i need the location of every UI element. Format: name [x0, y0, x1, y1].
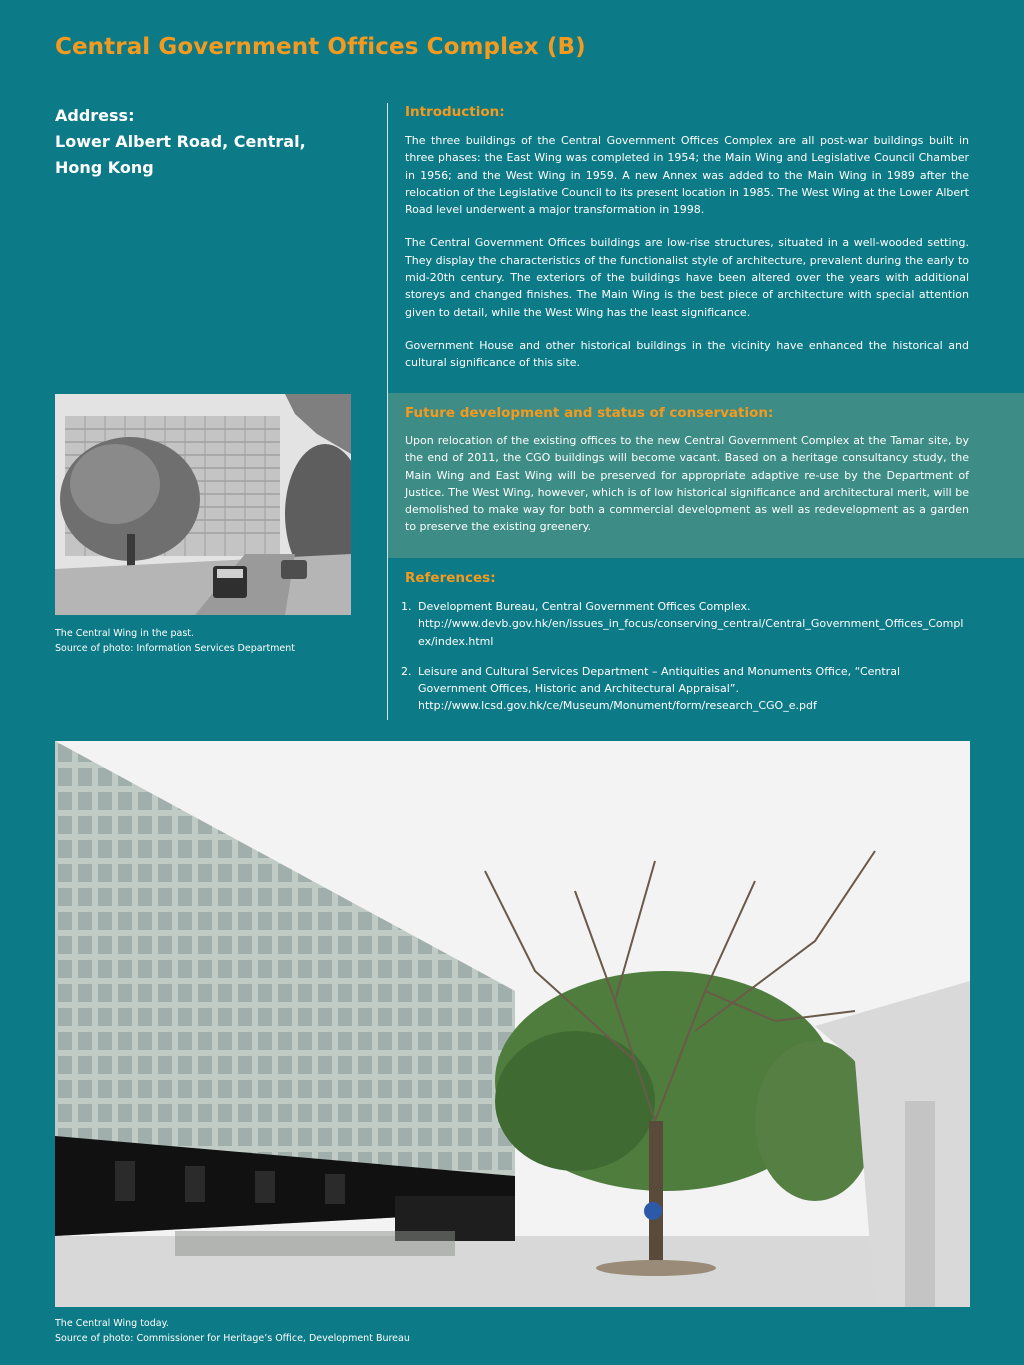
central-wing-past-photo [55, 394, 351, 615]
past-photo-caption [55, 627, 295, 656]
reference-url[interactable]: http://www.devb.gov.hk/en/issues_in_focus/conserving_central/Central_Government_Offices_Complex/index.html [418, 617, 964, 648]
past-photo-caption-line-1: The Central Wing in the past. [55, 628, 195, 639]
future-development-paragraph: Upon relocation of the existing offices to the new Central Government Complex at the Tamar site, by the end of 2011, the CGO buildings will become vacant. Based on a heritage consultancy study, the Main Wing and East Wing will be preserved for appropriate adaptive re-use by the Department of Justice. The West Wing, however, which is of low historical significance and architectural merit, will be demolished to make way for both a commercial development as well as redevelopment as a garden to preserve the existing greenery. [405, 434, 969, 534]
reference-url[interactable]: http://www.lcsd.gov.hk/ce/Museum/Monument/form/research_CGO_e.pdf [418, 699, 817, 713]
today-photo-caption [55, 1317, 410, 1346]
reference-number: 1. [401, 600, 412, 613]
reference-text: Development Bureau, Central Government Offices Complex. [418, 600, 751, 613]
introduction-heading: Introduction: [405, 104, 505, 120]
past-photo-illustration [55, 394, 351, 615]
reference-text: Leisure and Cultural Services Department – Antiquities and Monuments Office, “Central Government Offices, Historic and Architectural Appraisal”. [418, 664, 900, 696]
address-line-2: Hong Kong [55, 158, 154, 177]
address-block [55, 103, 355, 181]
future-development-heading: Future development and status of conservation: [405, 405, 774, 421]
past-photo-caption-line-2: Source of photo: Information Services Department [55, 642, 296, 654]
today-photo-caption-line-2: Source of photo: Commissioner for Heritage’s Office, Development Bureau [55, 1332, 410, 1344]
page-title: Central Government Offices Complex (B) [55, 34, 586, 60]
introduction-paragraph-2: The Central Government Offices buildings are low-rise structures, situated in a well-wooded setting. They display the characteristics of the functionalist style of architecture, prevalent during the early to mid-20th century. The exteriors of the buildings have been altered over the years with additional storeys and changed finishes. The Main Wing is the best piece of architecture with special attention given to detail, while the West Wing has the least significance. [405, 236, 969, 319]
today-photo-caption-line-1: The Central Wing today. [55, 1318, 169, 1329]
today-photo-illustration [55, 741, 970, 1307]
reference-item-1 [401, 598, 969, 650]
reference-item-2 [401, 663, 969, 715]
address-line-1: Lower Albert Road, Central, [55, 132, 306, 151]
introduction-paragraph-3: Government House and other historical buildings in the vicinity have enhanced the historical and cultural significance of this site. [405, 338, 969, 370]
future-development-section [405, 405, 969, 536]
references-section [401, 570, 969, 728]
introduction-section [405, 104, 969, 388]
central-wing-today-photo [55, 741, 970, 1307]
references-heading: References: [405, 570, 496, 586]
address-label: Address: [55, 106, 135, 125]
introduction-paragraph-1: The three buildings of the Central Government Offices Complex are all post-war buildings built in three phases: the East Wing was completed in 1954; the Main Wing and Legislative Council Chamber in 1956; and the West Wing in 1959. A new Annex was added to the Main Wing in 1989 after the relocation of the Legislative Council to its present location in 1985. The West Wing at the Lower Albert Road level underwent a major transformation in 1998. [405, 134, 969, 217]
reference-number: 2. [401, 664, 412, 678]
